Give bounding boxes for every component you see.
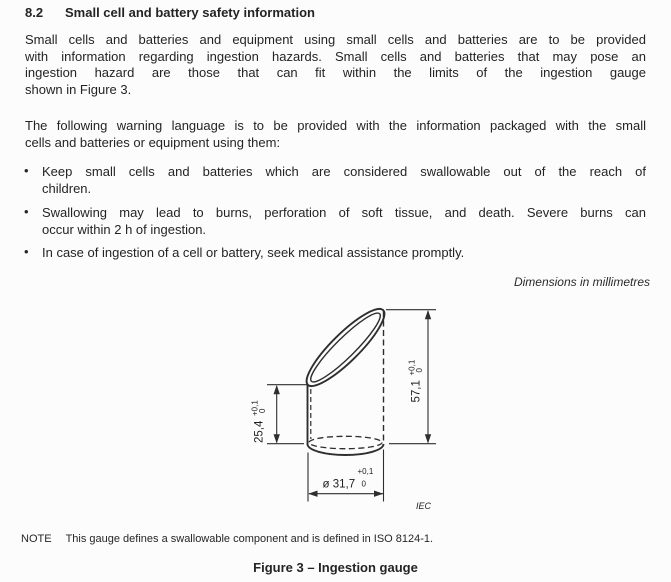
bullet-line: In case of ingestion of a cell or battery, seek medical assistance promptly.	[42, 245, 465, 260]
figure-note	[21, 533, 651, 545]
paragraph-line: with information regarding ingestion hazards. Small cells and batteries that may pose an	[25, 48, 646, 64]
arrowhead-icon	[425, 434, 431, 443]
dimension-mouth-depth	[251, 385, 308, 444]
dim-value-diameter: ø 31,7	[322, 478, 356, 491]
bullet-icon: •	[24, 244, 29, 259]
ingestion-gauge-figure	[228, 296, 472, 518]
note-label: NOTE	[21, 533, 52, 545]
paragraph-line: ingestion hazard are those that can fit within the limits of the ingestion gauge	[25, 65, 646, 81]
figure-caption: Figure 3 – Ingestion gauge	[253, 560, 418, 575]
warning-bullet-list	[25, 163, 646, 268]
paragraph-line: Small cells and batteries and equipment using small cells and batteries are to be provided	[25, 32, 646, 47]
dim-value-mouth: 25,4	[253, 420, 266, 443]
bullet-icon: •	[24, 203, 29, 219]
section-heading	[25, 5, 646, 20]
paragraph-line: shown in Figure 3.	[25, 81, 132, 97]
dimensions-unit-note: Dimensions in millimetres	[513, 275, 650, 289]
arrowhead-icon	[274, 434, 280, 443]
dim-tolerance-upper: +0,1	[407, 359, 417, 376]
arrowhead-icon	[274, 385, 280, 394]
bullet-icon: •	[24, 163, 29, 178]
body-paragraph-ingestion-hazard	[25, 32, 646, 98]
iec-source-label: IEC	[416, 501, 432, 511]
bullet-line: Swallowing may lead to burns, perforation of soft tissue, and death. Severe burns can	[42, 204, 646, 220]
bullet-item-swallowing-burns	[25, 204, 646, 238]
bullet-line: children.	[42, 181, 92, 196]
arrowhead-icon	[425, 310, 431, 319]
dim-tolerance-lower: 0	[415, 368, 424, 373]
body-paragraph-warning-language	[25, 118, 646, 151]
section-number: 8.2	[25, 5, 44, 20]
bullet-line: occur within 2 h of ingestion.	[42, 221, 207, 237]
section-title: Small cell and battery safety information	[65, 5, 315, 20]
bullet-line: Keep small cells and batteries which are considered swallowable out of the reach of	[42, 164, 646, 179]
dim-tolerance-upper: +0,1	[357, 467, 374, 476]
bullet-item-keep-away	[25, 163, 646, 197]
arrowhead-icon	[308, 491, 317, 497]
dimension-diameter	[308, 450, 384, 502]
dim-tolerance-lower: 0	[361, 479, 366, 489]
gauge-cylinder-outline	[298, 300, 393, 455]
bullet-item-seek-assistance	[25, 244, 646, 261]
dimension-overall-height	[386, 310, 436, 444]
dim-tolerance-upper: +0,1	[250, 400, 260, 416]
dim-tolerance-lower: 0	[258, 408, 267, 413]
note-text: This gauge defines a swallowable component and is defined in ISO 8124-1.	[65, 533, 434, 545]
paragraph-line: The following warning language is to be provided with the information packaged with the small	[25, 118, 646, 133]
arrowhead-icon	[374, 491, 383, 497]
paragraph-line: cells and batteries or equipment using them:	[25, 134, 281, 150]
dim-value-height: 57,1	[410, 380, 423, 403]
